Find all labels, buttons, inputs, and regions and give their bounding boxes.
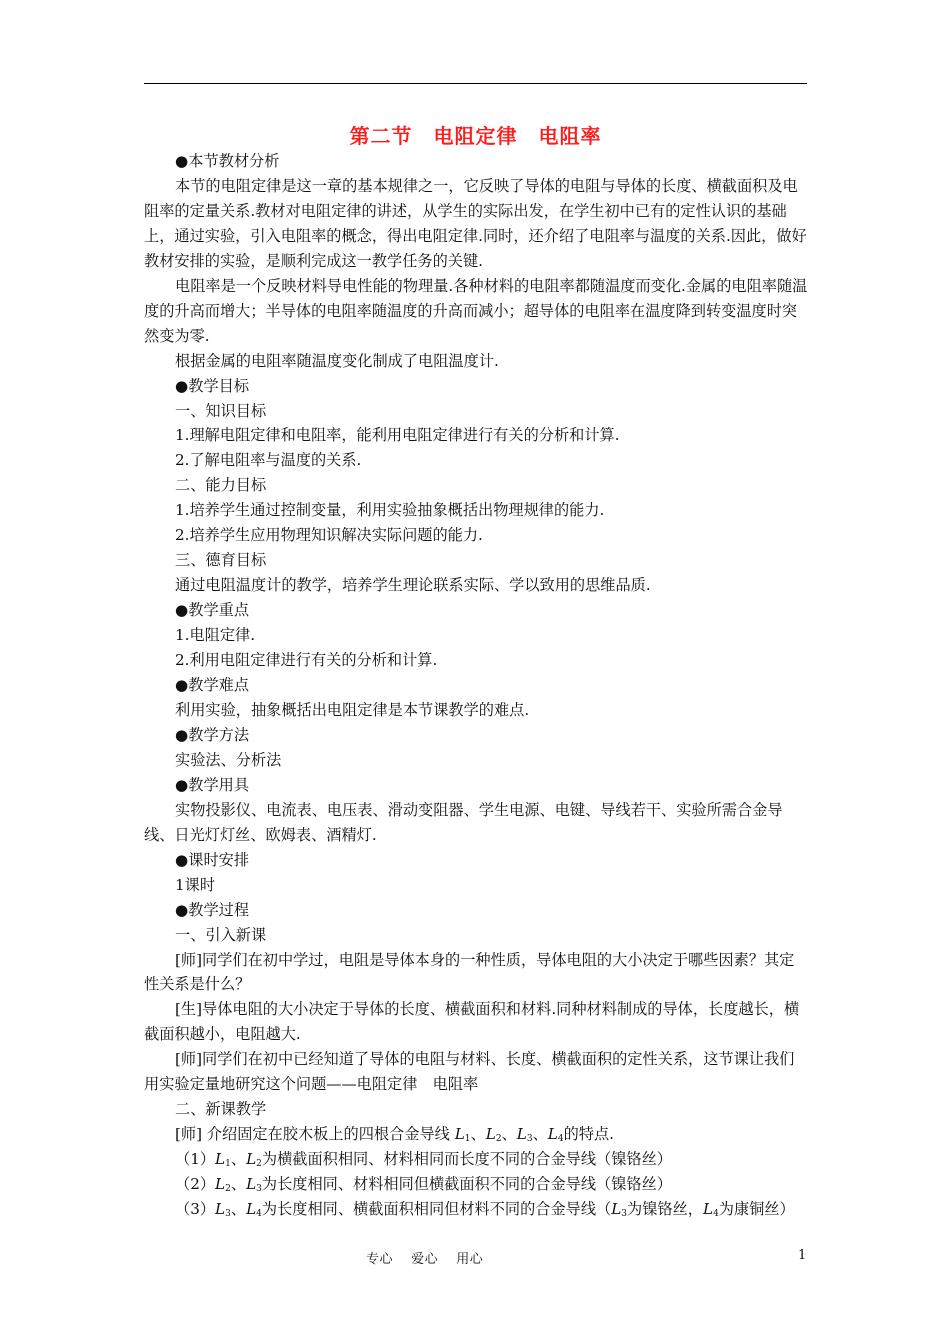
wire-item-3: $(3)L_3$、$L_4$为长度相同、横截面积相同但材料不同的合金导线（$L_3$为镍铬丝，$L_4$为康铜丝）: [175, 1200, 795, 1220]
header-rule: [144, 83, 807, 84]
subheading: 三、德育目标: [175, 551, 267, 570]
subheading: 一、知识目标: [175, 401, 267, 420]
subheading: 一、引入新课: [175, 925, 267, 944]
wire-item-2: $(2)L_2$、$L_3$为长度相同、材料相同但横截面积不同的合金导线（镍铬丝）: [175, 1175, 672, 1195]
paragraph: 电阻率是一个反映材料导电性能的物理量.各种材料的电阻率都随温度而变化.金属的电阻率随温度的升高而增大；半导体的电阻率随温度的升高而减小；超导体的电阻率在温度降到转变温度时突然变为零.: [144, 276, 808, 345]
paragraph: 本节的电阻定律是这一章的基本规律之一，它反映了导体的电阻与导体的长度、横截面积及电阻率的定量关系.教材对电阻定律的讲述，从学生的实际出发，在学生初中已有的定性认识的基础上，通过实验，引入电阻率的概念，得出电阻定律.同时，还介绍了电阻率与温度的关系.因此，做好教材安排的实验，是顺利完成这一教学任务的关键.: [144, 176, 807, 270]
paragraph: 实验法、分析法: [175, 750, 282, 769]
list-item: 2.了解电阻率与温度的关系.: [175, 451, 362, 470]
paragraph: 1课时: [175, 875, 216, 894]
dialogue-teacher: [师]同学们在初中学过，电阻是导体本身的一种性质，导体电阻的大小决定于哪些因素？其定性关系是什么？: [144, 950, 795, 994]
list-item: 1.理解电阻定律和电阻率，能利用电阻定律进行有关的分析和计算.: [175, 426, 620, 445]
page-number: 1: [798, 1248, 807, 1263]
wire-item-1: $(1)L_1$、$L_2$为横截面积相同、材料相同而长度不同的合金导线（镍铬丝）: [175, 1150, 672, 1170]
list-item: 2.培养学生应用物理知识解决实际问题的能力.: [175, 526, 483, 545]
section-heading-key-points: ●教学重点: [175, 601, 250, 620]
list-item: 2.利用电阻定律进行有关的分析和计算.: [175, 651, 438, 670]
footer-text: 专心 爱心 用心: [366, 1252, 484, 1267]
dialogue-teacher: [师]同学们在初中已经知道了导体的电阻与材料、长度、横截面积的定性关系，这节课让我们用实验定量地研究这个问题——电阻定律 电阻率: [144, 1050, 795, 1094]
subheading: 二、能力目标: [175, 476, 267, 495]
section-heading-schedule: ●课时安排: [175, 850, 250, 869]
list-item: 1.培养学生通过控制变量，利用实验抽象概括出物理规律的能力.: [175, 501, 605, 520]
section-heading-methods: ●教学方法: [175, 725, 250, 744]
section-heading-goals: ●教学目标: [175, 376, 250, 395]
paragraph: 根据金属的电阻率随温度变化制成了电阻温度计.: [175, 351, 499, 370]
section-heading-process: ●教学过程: [175, 900, 250, 919]
document-body: [144, 149, 808, 1222]
section-heading-tools: ●教学用具: [175, 775, 250, 794]
paragraph: 利用实验，抽象概括出电阻定律是本节课教学的难点.: [175, 700, 530, 719]
paragraph: 通过电阻温度计的教学，培养学生理论联系实际、学以致用的思维品质.: [175, 576, 651, 595]
paragraph: 实物投影仪、电流表、电压表、滑动变阻器、学生电源、电键、导线若干、实验所需合金导线、日光灯灯丝、欧姆表、酒精灯.: [144, 800, 783, 844]
section-heading-analysis: ●本节教材分析: [175, 152, 280, 170]
dialogue-student: [生]导体电阻的大小决定于导体的长度、横截面积和材料.同种材料制成的导体，长度越长，横截面积越小，电阻越大.: [144, 1000, 800, 1044]
wire-intro: [师] 介绍固定在胶木板上的四根合金导线 $L_1$、$L_2$、$L_3$、$L_4$的特点.: [175, 1125, 614, 1145]
section-heading-difficulties: ●教学难点: [175, 676, 250, 695]
subheading: 二、新课教学: [175, 1100, 267, 1119]
page-title: 第二节 电阻定律 电阻率: [349, 124, 602, 148]
list-item: 1.电阻定律.: [175, 626, 256, 645]
page-footer: [0, 1248, 950, 1270]
